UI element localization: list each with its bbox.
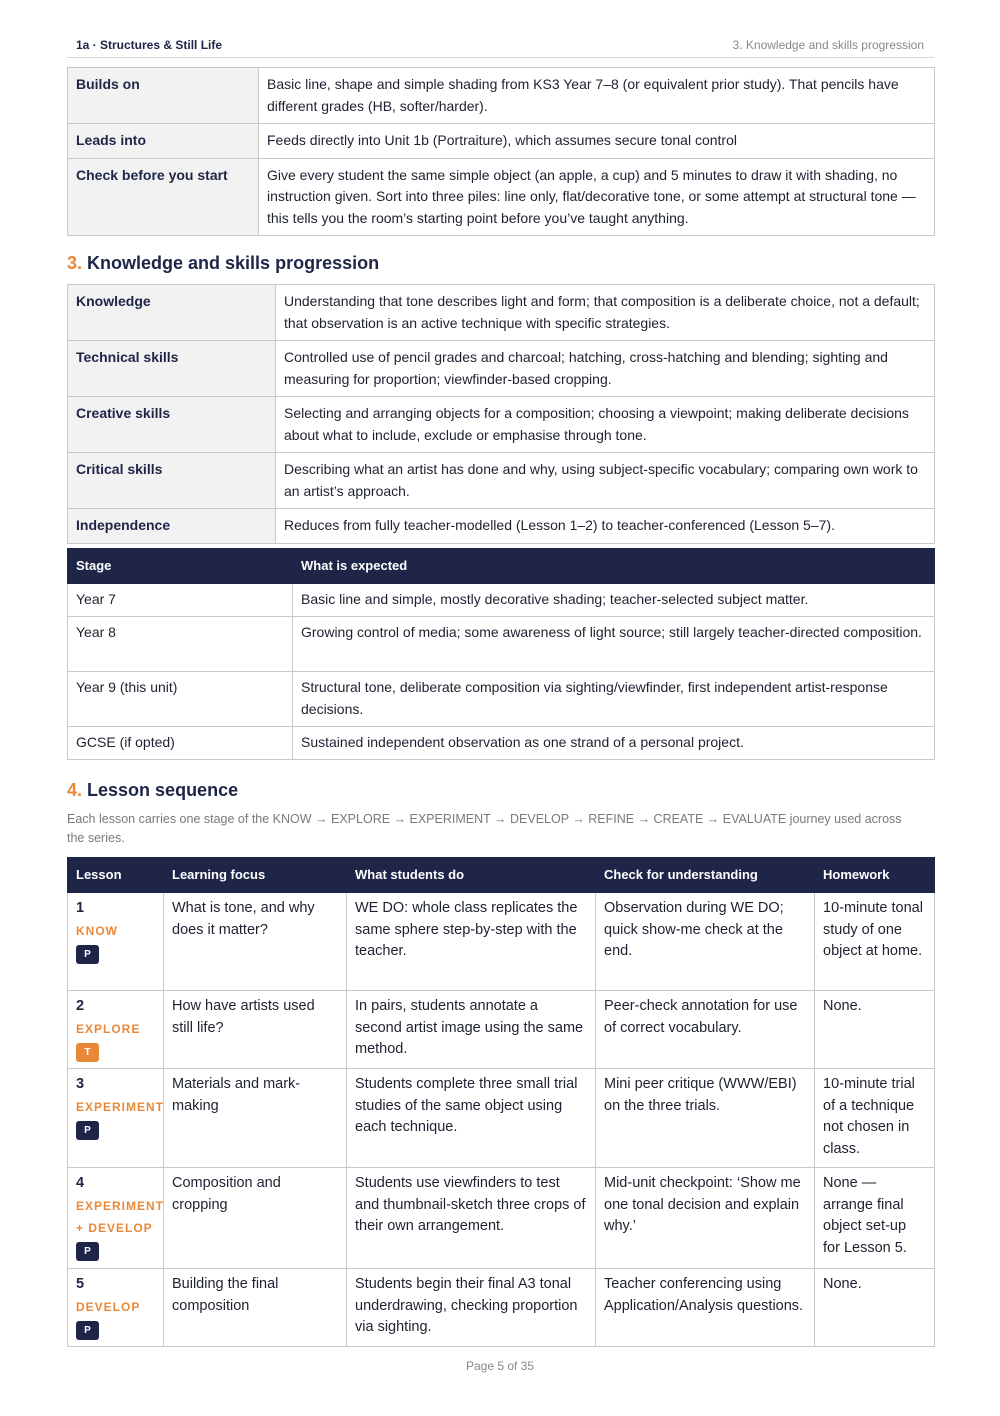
lesson-type-badge: T [76, 1043, 99, 1062]
lesson-type-badge: P [76, 1121, 99, 1140]
row-label: Independence [68, 509, 276, 544]
table-header-row [68, 858, 935, 893]
lesson-type-badge: P [76, 945, 99, 964]
expectation-cell: Structural tone, deliberate composition via sighting/viewfinder, first independent artist-response decisions. [293, 672, 935, 727]
homework: 10-minute tonal study of one object at home. [815, 893, 935, 991]
learning-focus: Composition and cropping [164, 1168, 347, 1269]
lesson-cell [68, 893, 164, 991]
table-row [68, 158, 935, 236]
lesson-type-badge: P [76, 1242, 99, 1261]
expectation-cell: Growing control of media; some awareness of light source; still largely teacher-directed composition. [293, 617, 935, 672]
section-title: 3. Knowledge and skills progression [732, 38, 924, 52]
table-row [68, 509, 935, 544]
journey-stage: KNOW [76, 923, 118, 938]
table-row [68, 584, 935, 617]
lesson-number: 4 [76, 1175, 85, 1191]
table-row [68, 68, 935, 124]
homework: None. [815, 991, 935, 1069]
stage-cell: Year 7 [68, 584, 293, 617]
learning-focus: Materials and mark-making [164, 1069, 347, 1168]
section-intro: Each lesson carries one stage of the KNOW → EXPLORE → EXPERIMENT → DEVELOP → REFINE → CREATE → EVALUATE journey used across the series. [67, 812, 902, 845]
lesson-type-badge: P [76, 1321, 99, 1340]
section-title: Knowledge and skills progression [87, 253, 380, 273]
understanding-check: Observation during WE DO; quick show-me check at the end. [596, 893, 815, 991]
homework: 10-minute trial of a technique not chosen in class. [815, 1069, 935, 1168]
section-heading [67, 253, 379, 274]
stage-cell: GCSE (if opted) [68, 727, 293, 760]
row-label: Check before you start [68, 158, 259, 236]
row-value: Feeds directly into Unit 1b (Portraiture), which assumes secure tonal control [259, 124, 935, 159]
row-value: Reduces from fully teacher-modelled (Lesson 1–2) to teacher-conferenced (Lesson 5–7). [276, 509, 935, 544]
table-row [68, 285, 935, 341]
document-title: 1a · Structures & Still Life [76, 38, 223, 52]
stage-cell: Year 9 (this unit) [68, 672, 293, 727]
lesson-cell [68, 1069, 164, 1168]
homework: None — arrange final object set-up for Lesson 5. [815, 1168, 935, 1269]
table-row [68, 672, 935, 727]
unit-context-table [67, 67, 935, 236]
table-row [68, 617, 935, 672]
lesson-cell [68, 1269, 164, 1347]
lesson-number: 3 [76, 1076, 85, 1092]
section-title: Lesson sequence [87, 780, 239, 800]
table-row [68, 1168, 935, 1269]
row-value: Give every student the same simple object (an apple, a cup) and 5 minutes to draw it with shading, no instruction given. Sort into three piles: line only, flat/decorative tone, or some attempt at structural tone — this tells you the room’s starting point before you’ve taught anything. [259, 158, 935, 236]
journey-stage: DEVELOP [76, 1299, 141, 1314]
understanding-check: Peer-check annotation for use of correct vocabulary. [596, 991, 815, 1069]
lesson-cell [68, 991, 164, 1069]
column-header: Stage [68, 549, 293, 584]
student-activity: In pairs, students annotate a second artist image using the same method. [347, 991, 596, 1069]
table-row [68, 397, 935, 453]
journey-stage: EXPERIMENT + DEVELOP [76, 1198, 165, 1235]
expectation-cell: Basic line and simple, mostly decorative shading; teacher-selected subject matter. [293, 584, 935, 617]
lesson-sequence-table [67, 857, 935, 1347]
table-row [68, 991, 935, 1069]
page-number: Page 5 of 35 [465, 1359, 535, 1373]
row-label: Knowledge [68, 285, 276, 341]
column-header: Check for understanding [596, 858, 815, 893]
section-number: 3. [67, 253, 83, 273]
table-row [68, 124, 935, 159]
learning-focus: Building the final composition [164, 1269, 347, 1347]
learning-focus: How have artists used still life? [164, 991, 347, 1069]
lesson-number: 5 [76, 1276, 85, 1292]
table-row [68, 1069, 935, 1168]
table-header-row [68, 549, 935, 584]
running-header [67, 38, 934, 58]
table-row [68, 453, 935, 509]
homework: None. [815, 1269, 935, 1347]
understanding-check: Teacher conferencing using Application/Analysis questions. [596, 1269, 815, 1347]
row-value: Basic line, shape and simple shading from KS3 Year 7–8 (or equivalent prior study). That pencils have different grades (HB, softer/harder). [259, 68, 935, 124]
lesson-number: 1 [76, 900, 85, 916]
column-header: What students do [347, 858, 596, 893]
student-activity: Students complete three small trial studies of the same object using each technique. [347, 1069, 596, 1168]
journey-stage: EXPLORE [76, 1021, 141, 1036]
table-row [68, 1269, 935, 1347]
column-header: What is expected [293, 549, 935, 584]
row-value: Controlled use of pencil grades and charcoal; hatching, cross-hatching and blending; sighting and measuring for proportion; viewfinder-based cropping. [276, 341, 935, 397]
column-header: Learning focus [164, 858, 347, 893]
lesson-cell [68, 1168, 164, 1269]
lesson-number: 2 [76, 998, 85, 1014]
section-number: 4. [67, 780, 83, 800]
table-row [68, 727, 935, 760]
journey-stage: EXPERIMENT [76, 1099, 165, 1114]
student-activity: Students use viewfinders to test and thumbnail-sketch three crops of their own arrangement. [347, 1168, 596, 1269]
row-label: Technical skills [68, 341, 276, 397]
row-value: Understanding that tone describes light and form; that composition is a deliberate choice, not a default; that observation is an active technique with specific strategies. [276, 285, 935, 341]
understanding-check: Mini peer critique (WWW/EBI) on the three trials. [596, 1069, 815, 1168]
learning-focus: What is tone, and why does it matter? [164, 893, 347, 991]
row-label: Critical skills [68, 453, 276, 509]
section-heading [67, 780, 238, 801]
column-header: Lesson [68, 858, 164, 893]
row-value: Describing what an artist has done and why, using subject-specific vocabulary; comparing own work to an artist’s approach. [276, 453, 935, 509]
stage-cell: Year 8 [68, 617, 293, 672]
row-label: Leads into [68, 124, 259, 159]
row-label: Builds on [68, 68, 259, 124]
student-activity: WE DO: whole class replicates the same sphere step-by-step with the teacher. [347, 893, 596, 991]
row-label: Creative skills [68, 397, 276, 453]
table-row [68, 341, 935, 397]
expectation-cell: Sustained independent observation as one strand of a personal project. [293, 727, 935, 760]
table-row [68, 893, 935, 991]
column-header: Homework [815, 858, 935, 893]
student-activity: Students begin their final A3 tonal underdrawing, checking proportion via sighting. [347, 1269, 596, 1347]
understanding-check: Mid-unit checkpoint: ‘Show me one tonal decision and explain why.’ [596, 1168, 815, 1269]
row-value: Selecting and arranging objects for a composition; choosing a viewpoint; making deliberate decisions about what to include, exclude or emphasise through tone. [276, 397, 935, 453]
skills-progression-table [67, 284, 935, 544]
stage-expectations-table [67, 548, 935, 760]
